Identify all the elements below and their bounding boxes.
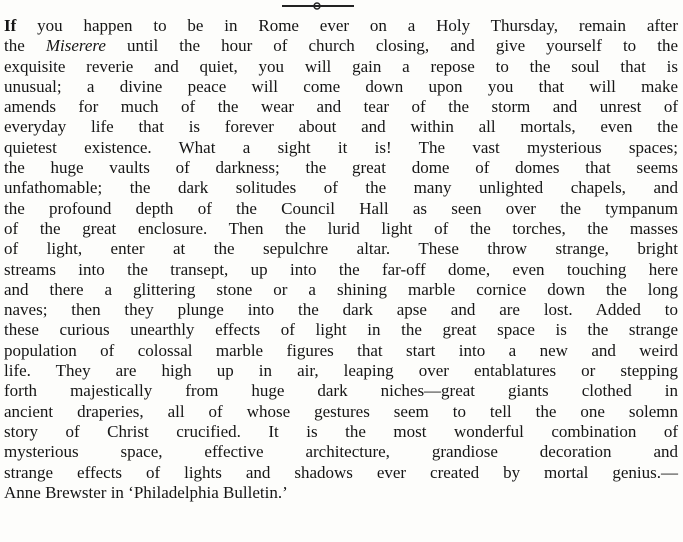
- rule-ornament-icon: [312, 1, 322, 11]
- article-line: exquisite reverie and quiet, you will gain a repose to the soul that is: [4, 56, 678, 76]
- article-line: the huge vaults of darkness; the great dome of domes that seems: [4, 158, 678, 178]
- article-line: the profound depth of the Council Hall as seen over the tympanum: [4, 198, 678, 218]
- article-line: naves; then they plunge into the dark apse and are lost. Added to: [4, 300, 678, 320]
- article-line: forth majestically from huge dark niches—great giants clothed in: [4, 381, 678, 401]
- article-body: [4, 16, 678, 503]
- article-line: quietest existence. What a sight it is! The vast mysterious spaces;: [4, 137, 678, 157]
- drop-cap: If: [4, 16, 17, 35]
- article-line: these curious unearthly effects of light in the great space is the strange: [4, 320, 678, 340]
- article-line: ancient draperies, all of whose gestures seem to tell the one solemn: [4, 401, 678, 421]
- article-line: unusual; a divine peace will come down upon you that will make: [4, 76, 678, 96]
- article-line: mysterious space, effective architecture, grandiose decoration and: [4, 442, 678, 462]
- italic-title: Miserere: [45, 36, 106, 56]
- article-line: the Miserere until the hour of church closing, and give yourself to the: [4, 36, 678, 56]
- article-line: everyday life that is forever about and within all mortals, even the: [4, 117, 678, 137]
- article-line: population of colossal marble figures that start into a new and weird: [4, 340, 678, 360]
- article-line: strange effects of lights and shadows ever created by mortal genius.—: [4, 462, 678, 482]
- article-line: If you happen to be in Rome ever on a Holy Thursday, remain after: [4, 16, 678, 35]
- article-line: of the great enclosure. Then the lurid light of the torches, the masses: [4, 218, 678, 238]
- article-attribution: Anne Brewster in ‘Philadelphia Bulletin.’: [4, 482, 288, 502]
- article-line: streams into the transept, up into the far-off dome, even touching here: [4, 259, 678, 279]
- article-line: amends for much of the wear and tear of the storm and unrest of: [4, 97, 678, 117]
- article-line: unfathomable; the dark solitudes of the many unlighted chapels, and: [4, 178, 678, 198]
- article-line: of light, enter at the sepulchre altar. These throw strange, bright: [4, 239, 678, 259]
- article-line: story of Christ crucified. It is the most wonderful combination of: [4, 421, 678, 441]
- article-line: life. They are high up in air, leaping over entablatures or stepping: [4, 361, 678, 381]
- article-line: and there a glittering stone or a shining marble cornice down the long: [4, 279, 678, 299]
